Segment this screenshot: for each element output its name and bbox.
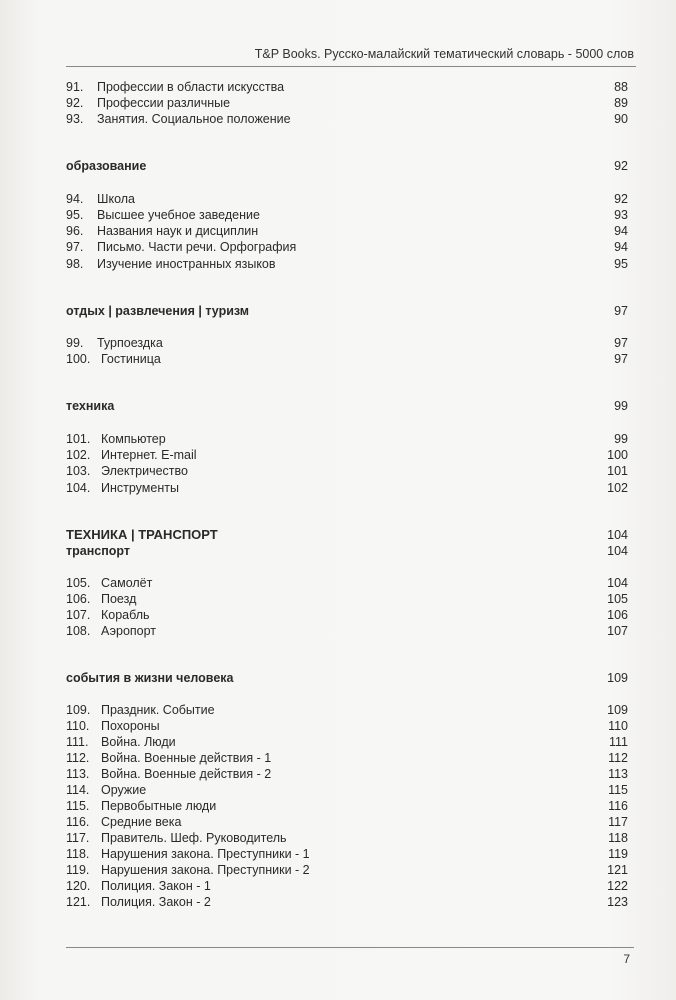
toc-item[interactable] <box>66 623 628 639</box>
toc-entry-title: Нарушения закона. Преступники - 1 <box>101 847 310 861</box>
toc-entry-label <box>66 95 230 111</box>
toc-entry-title: Профессии в области искусства <box>97 80 285 94</box>
toc-entry-title: образование <box>66 159 147 173</box>
toc-page-number: 104 <box>607 528 628 542</box>
toc-entry-title: Аэропорт <box>101 624 157 638</box>
toc-page-number: 94 <box>614 240 628 254</box>
toc-entry-label <box>66 670 233 686</box>
toc-entry-title: Война. Военные действия - 2 <box>101 767 272 781</box>
toc-item[interactable] <box>66 431 628 447</box>
toc-item-number: 116. <box>66 815 90 829</box>
toc-item[interactable] <box>66 191 628 207</box>
toc-item-number: 104. <box>66 481 91 495</box>
toc-item-number: 112. <box>66 751 90 765</box>
toc-entry-title: Письмо. Части речи. Орфография <box>97 240 297 254</box>
toc-item[interactable] <box>66 95 628 111</box>
toc-entry-title: Оружие <box>101 783 147 797</box>
toc-item[interactable] <box>66 351 628 367</box>
toc-item-number: 94. <box>66 192 84 206</box>
toc-entry-title: Правитель. Шеф. Руководитель <box>101 831 287 845</box>
toc-item[interactable] <box>66 207 628 223</box>
toc-entry-title: Полиция. Закон - 1 <box>101 879 211 893</box>
toc-item[interactable] <box>66 463 628 479</box>
toc-entry-label <box>66 463 188 479</box>
toc-item[interactable] <box>66 223 628 239</box>
toc-item-number: 106. <box>66 592 91 606</box>
toc-item-number: 108. <box>66 624 91 638</box>
toc-item[interactable] <box>66 591 628 607</box>
toc-page-number: 99 <box>614 399 628 413</box>
toc-page-number: 99 <box>614 432 628 446</box>
toc-entry-title: Интернет. E-mail <box>101 448 197 462</box>
toc-page-number: 102 <box>607 481 628 495</box>
toc-entry-label <box>66 543 130 559</box>
toc-entry-title: Первобытные люди <box>101 799 217 813</box>
toc-entry-label <box>66 158 146 174</box>
toc-entry-title: Средние века <box>101 815 182 829</box>
toc-section-heading[interactable] <box>66 398 628 414</box>
toc-page-number: 122 <box>607 879 628 893</box>
toc-item-number: 121. <box>66 895 91 909</box>
toc-entry-label <box>66 718 160 734</box>
toc-page-number: 93 <box>614 208 628 222</box>
toc-item[interactable] <box>66 830 628 846</box>
toc-entry-label <box>66 575 152 591</box>
toc-entry-label <box>66 814 181 830</box>
toc-item-number: 120. <box>66 879 91 893</box>
toc-page-number: 104 <box>607 544 628 558</box>
toc-page-number: 109 <box>607 671 628 685</box>
toc-part-heading[interactable] <box>66 527 628 543</box>
toc-entry-label <box>66 207 260 223</box>
toc-entry-label <box>66 447 197 463</box>
toc-entry-label <box>66 734 176 750</box>
toc-entry-title: Похороны <box>101 719 160 733</box>
toc-entry-label <box>66 782 146 798</box>
toc-item[interactable] <box>66 718 628 734</box>
toc-entry-title: Профессии различные <box>97 96 231 110</box>
toc-entry-label <box>66 191 135 207</box>
toc-item[interactable] <box>66 846 628 862</box>
toc-item-number: 107. <box>66 608 91 622</box>
toc-item[interactable] <box>66 480 628 496</box>
toc-entry-title: Война. Военные действия - 1 <box>101 751 272 765</box>
toc-entry-label <box>66 351 161 367</box>
toc-entry-title: Изучение иностранных языков <box>97 257 276 271</box>
toc-item[interactable] <box>66 878 628 894</box>
toc-entry-title: Турпоездка <box>97 336 163 350</box>
toc-entry-title: транспорт <box>66 544 130 558</box>
toc-entry-label <box>66 303 249 319</box>
toc-page-number: 89 <box>614 96 628 110</box>
toc-item[interactable] <box>66 256 628 272</box>
toc-item-number: 105. <box>66 576 91 590</box>
toc-entry-label <box>66 256 276 272</box>
toc-page-number: 109 <box>607 703 628 717</box>
toc-entry-label <box>66 702 215 718</box>
toc-page-number: 94 <box>614 224 628 238</box>
toc-entry-title: Нарушения закона. Преступники - 2 <box>101 863 310 877</box>
toc-page-number: 113 <box>608 767 628 781</box>
toc-item[interactable] <box>66 111 628 127</box>
toc-page-number: 117 <box>608 815 628 829</box>
toc-item-number: 103. <box>66 464 91 478</box>
toc-item-number: 95. <box>66 208 84 222</box>
toc-item-number: 96. <box>66 224 84 238</box>
toc-page-number: 90 <box>614 112 628 126</box>
toc-page-number: 115 <box>608 783 628 797</box>
toc-item[interactable] <box>66 798 628 814</box>
toc-entry-title: Самолёт <box>101 576 153 590</box>
toc-item[interactable] <box>66 750 628 766</box>
toc-entry-title: Корабль <box>101 608 150 622</box>
toc-entry-label <box>66 878 211 894</box>
toc-entry-label <box>66 894 211 910</box>
toc-entry-title: Гостиница <box>101 352 161 366</box>
toc-page-number: 101 <box>607 464 628 478</box>
toc-page-number: 97 <box>614 304 628 318</box>
toc-item-number: 115. <box>66 799 90 813</box>
toc-entry-title: ТЕХНИКА | ТРАНСПОРТ <box>66 527 218 542</box>
toc-entry-label <box>66 862 310 878</box>
toc-item[interactable] <box>66 447 628 463</box>
toc-item-number: 98. <box>66 257 84 271</box>
toc-entry-label <box>66 623 156 639</box>
toc-section-heading[interactable] <box>66 158 628 174</box>
running-header: T&P Books. Русско-малайский тематический словарь - 5000 слов <box>254 47 634 61</box>
toc-item-number: 113. <box>66 767 90 781</box>
toc-entry-label <box>66 607 150 623</box>
toc-page-number: 105 <box>607 592 628 606</box>
toc-item[interactable] <box>66 335 628 351</box>
toc-page-number: 121 <box>607 863 628 877</box>
toc-entry-label <box>66 79 284 95</box>
toc-page-number: 97 <box>614 336 628 350</box>
toc-entry-label <box>66 111 291 127</box>
toc-page-number: 119 <box>608 847 628 861</box>
toc-page-number: 92 <box>614 192 628 206</box>
toc-entry-label <box>66 766 271 782</box>
toc-entry-title: Высшее учебное заведение <box>97 208 260 222</box>
toc-item-number: 101. <box>66 432 91 446</box>
toc-entry-label <box>66 480 179 496</box>
toc-item-number: 119. <box>66 863 90 877</box>
toc-item-number: 111. <box>66 735 89 749</box>
toc-page-number: 88 <box>614 80 628 94</box>
toc-entry-title: Поезд <box>101 592 137 606</box>
toc-item[interactable] <box>66 782 628 798</box>
header-divider <box>66 66 636 67</box>
toc-entry-label <box>66 431 166 447</box>
toc-item-number: 117. <box>66 831 90 845</box>
toc-page-number: 107 <box>607 624 628 638</box>
page-number: 7 <box>623 952 630 966</box>
toc-entry-title: Война. Люди <box>101 735 176 749</box>
toc-entry-title: Инструменты <box>101 481 179 495</box>
toc-entry-title: Названия наук и дисциплин <box>97 224 259 238</box>
toc-entry-label <box>66 798 216 814</box>
toc-entry-title: Праздник. Событие <box>101 703 215 717</box>
toc-item[interactable] <box>66 607 628 623</box>
toc-entry-label <box>66 398 114 414</box>
toc-item-number: 110. <box>66 719 90 733</box>
toc-item-number: 97. <box>66 240 84 254</box>
toc-item[interactable] <box>66 894 628 910</box>
toc-item[interactable] <box>66 239 628 255</box>
toc-entry-title: Электричество <box>101 464 188 478</box>
toc-entry-title: события в жизни человека <box>66 671 234 685</box>
toc-item[interactable] <box>66 575 628 591</box>
toc-entry-title: техника <box>66 399 115 413</box>
toc-entry-label <box>66 591 136 607</box>
toc-page-number: 118 <box>608 831 628 845</box>
toc-page-number: 97 <box>614 352 628 366</box>
toc-entry-label <box>66 750 271 766</box>
toc-entry-label <box>66 846 310 862</box>
toc-page-number: 106 <box>607 608 628 622</box>
toc-page-number: 110 <box>608 719 628 733</box>
toc-page-number: 92 <box>614 159 628 173</box>
toc-entry-title: Школа <box>97 192 135 206</box>
toc-page-number: 111 <box>608 735 628 749</box>
toc-item-number: 93. <box>66 112 84 126</box>
toc-page-number: 95 <box>614 257 628 271</box>
toc-entry-label <box>66 335 163 351</box>
toc-section-heading[interactable] <box>66 543 628 559</box>
toc-entry-label <box>66 830 287 846</box>
toc-item[interactable] <box>66 766 628 782</box>
toc-page-number: 112 <box>608 751 628 765</box>
toc-item-number: 118. <box>66 847 90 861</box>
toc-page-number: 104 <box>607 576 628 590</box>
toc-item-number: 102. <box>66 448 91 462</box>
toc-item-number: 99. <box>66 336 84 350</box>
toc-entry-title: Полиция. Закон - 2 <box>101 895 211 909</box>
toc-item[interactable] <box>66 734 628 750</box>
toc-item[interactable] <box>66 814 628 830</box>
toc-page-number: 116 <box>608 799 628 813</box>
toc-section-heading[interactable] <box>66 303 628 319</box>
toc-item-number: 91. <box>66 80 84 94</box>
footer-divider <box>66 947 634 948</box>
toc-entry-label <box>66 239 296 255</box>
toc-item-number: 92. <box>66 96 84 110</box>
toc-entry-label <box>66 527 218 543</box>
toc-section-heading[interactable] <box>66 670 628 686</box>
toc-entry-title: Занятия. Социальное положение <box>97 112 291 126</box>
toc-item-number: 100. <box>66 352 91 366</box>
toc-item-number: 109. <box>66 703 91 717</box>
toc-page-number: 123 <box>607 895 628 909</box>
toc-entry-label <box>66 223 258 239</box>
toc-page-number: 100 <box>607 448 628 462</box>
toc-item[interactable] <box>66 702 628 718</box>
toc-entry-title: Компьютер <box>101 432 166 446</box>
toc-item-number: 114. <box>66 783 90 797</box>
toc-entry-title: отдых | развлечения | туризм <box>66 304 250 318</box>
toc-item[interactable] <box>66 79 628 95</box>
toc-item[interactable] <box>66 862 628 878</box>
